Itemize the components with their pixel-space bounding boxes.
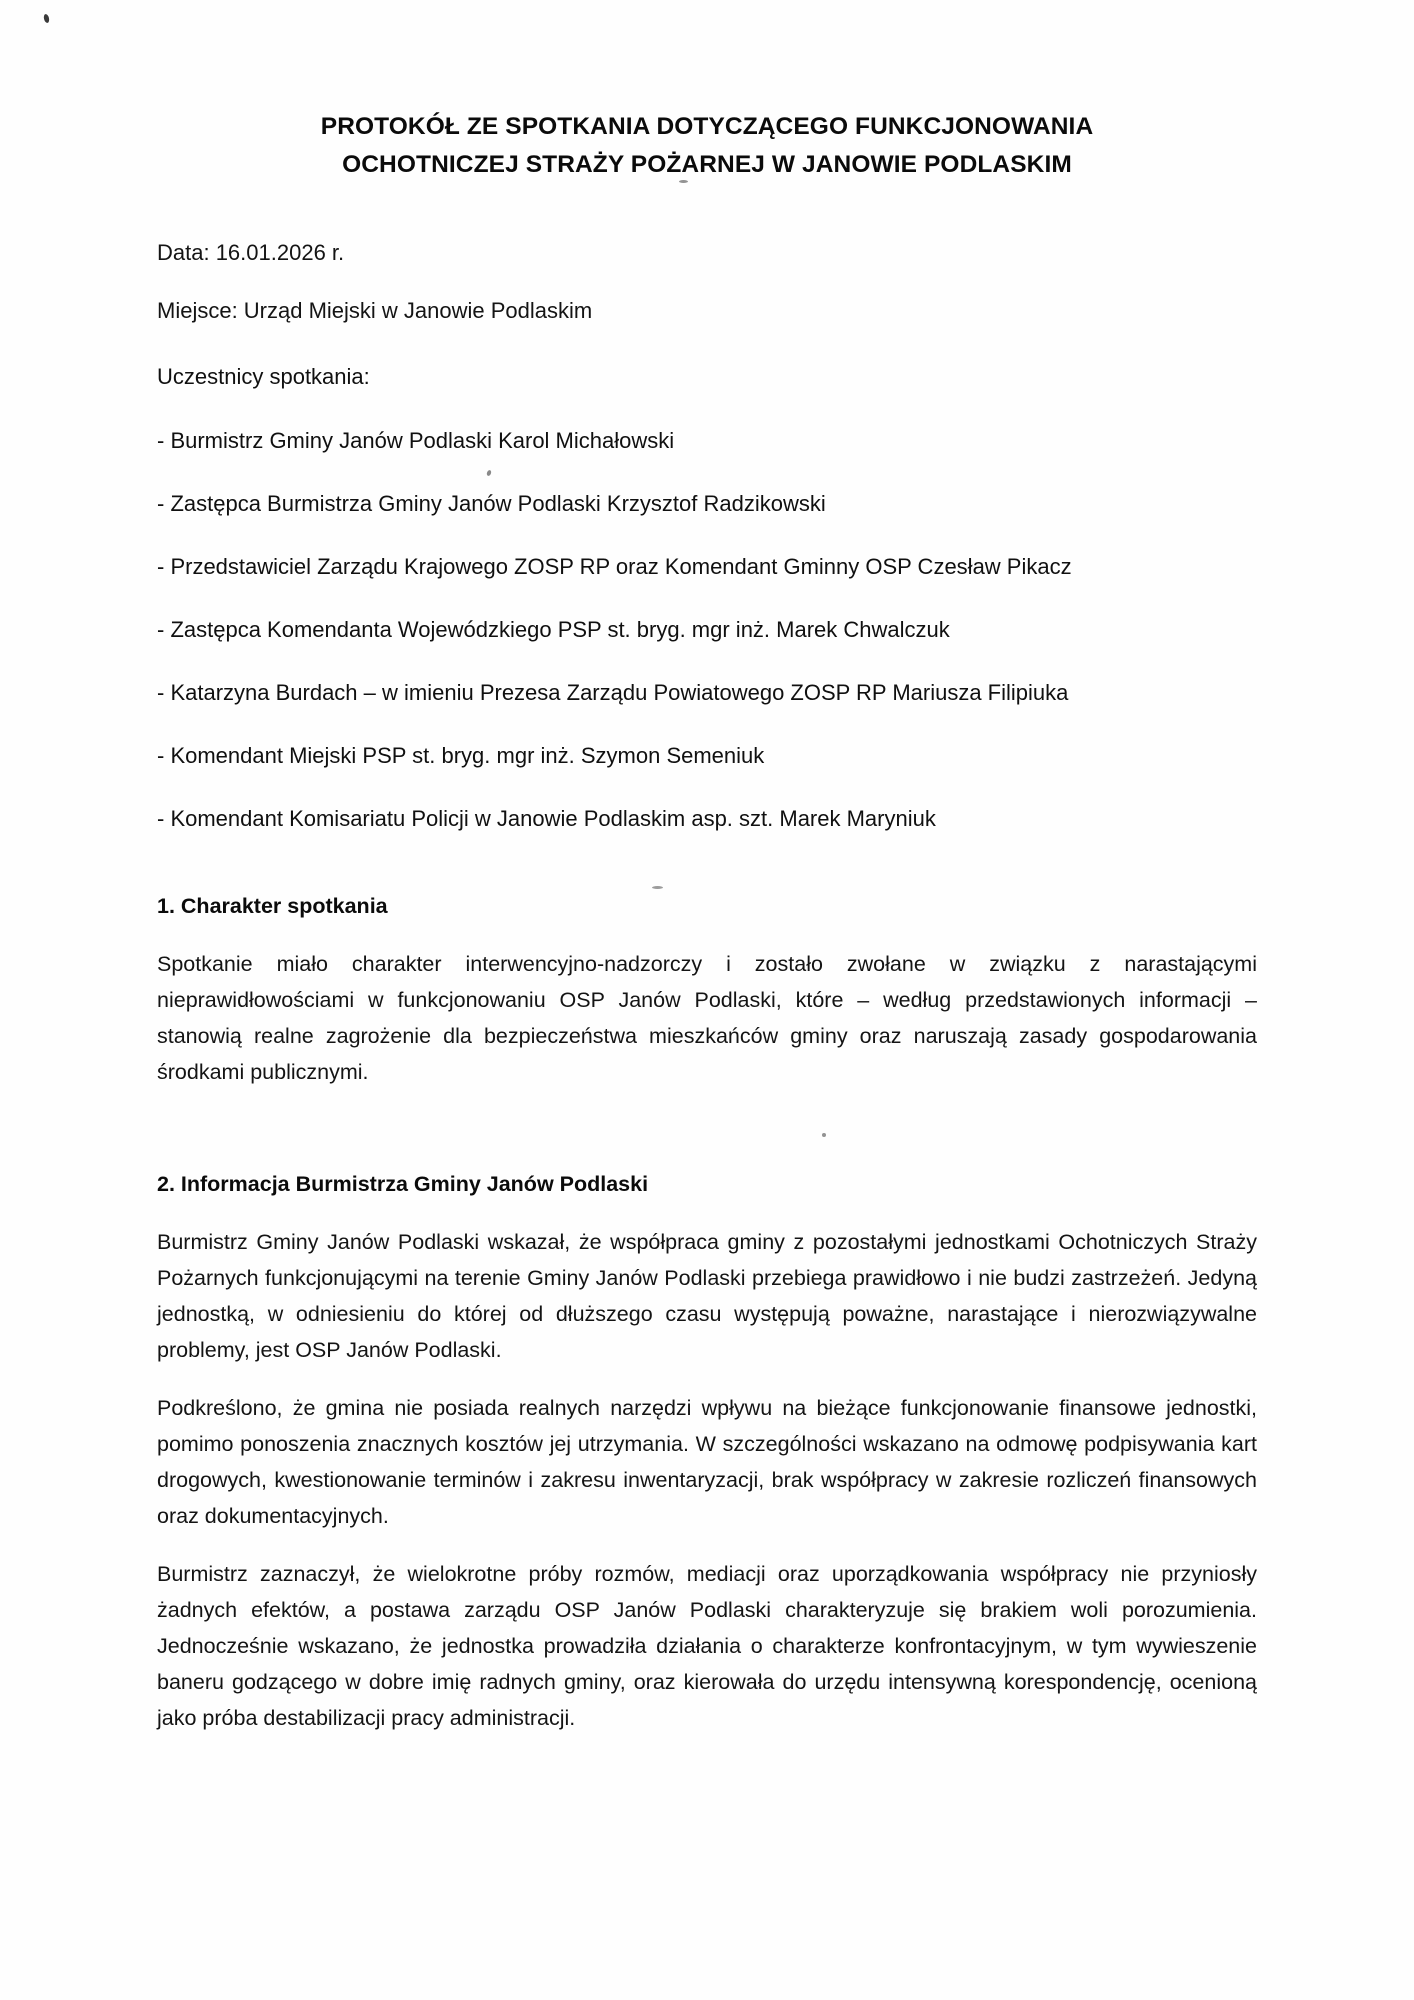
list-item: - Komendant Miejski PSP st. bryg. mgr inż. Szymon Semeniuk	[157, 743, 765, 768]
section-2-paragraph-3: Burmistrz zaznaczył, że wielokrotne próby rozmów, mediacji oraz uporządkowania współpracy nie przyniosły żadnych efektów, a postawa zarządu OSP Janów Podlaski charakteryzuje się brakiem woli porozumienia. Jednocześnie wskazano, że jednostka prowadziła działania o charakterze konfrontacyjnym, w tym wywieszenie baneru godzącego w dobre imię radnych gminy, oraz kierowała do urzędu intensywną korespondencję, ocenioną jako próba destabilizacji pracy administracji.	[157, 1562, 1257, 1730]
section-2-heading: 2. Informacja Burmistrza Gminy Janów Podlaski	[157, 1172, 649, 1196]
section-2-paragraph-2: Podkreślono, że gmina nie posiada realnych narzędzi wpływu na bieżące funkcjonowanie finansowe jednostki, pomimo ponoszenia znacznych kosztów jej utrzymania. W szczególności wskazano na odmowę podpisywania kart drogowych, kwestionowanie terminów i zakresu inwentaryzacji, brak współpracy w zakresie rozliczeń finansowych oraz dokumentacyjnych.	[157, 1396, 1257, 1528]
section-2	[157, 1170, 1257, 1736]
participants-section	[157, 362, 1257, 834]
page-title-line-1: PROTOKÓŁ ZE SPOTKANIA DOTYCZĄCEGO FUNKCJONOWANIA	[320, 113, 1094, 140]
list-item: - Zastępca Burmistrza Gminy Janów Podlaski Krzysztof Radzikowski	[157, 491, 826, 516]
list-item: - Zastępca Komendanta Wojewódzkiego PSP st. bryg. mgr inż. Marek Chwalczuk	[157, 617, 950, 642]
list-item: - Burmistrz Gminy Janów Podlaski Karol Michałowski	[157, 428, 675, 453]
meeting-meta	[157, 238, 1257, 326]
scan-artifact-speck	[43, 14, 50, 24]
list-item: - Katarzyna Burdach – w imieniu Prezesa Zarządu Powiatowego ZOSP RP Mariusza Filipiuka	[157, 680, 1069, 705]
meeting-date: Data: 16.01.2026 r.	[157, 240, 345, 265]
meeting-place: Miejsce: Urząd Miejski w Janowie Podlaskim	[157, 298, 593, 323]
participants-heading: Uczestnicy spotkania:	[157, 364, 370, 389]
section-1-heading: 1. Charakter spotkania	[157, 894, 388, 918]
page-title	[157, 0, 1257, 184]
section-2-paragraph-1: Burmistrz Gminy Janów Podlaski wskazał, że współpraca gminy z pozostałymi jednostkami Ochotniczych Straży Pożarnych funkcjonującymi na terenie Gminy Janów Podlaski przebiega prawidłowo i nie budzi zastrzeżeń. Jedyną jednostką, w odniesieniu do której od dłuższego czasu występują poważne, narastające i nierozwiązywalne problemy, jest OSP Janów Podlaski.	[157, 1230, 1257, 1362]
section-spacer	[157, 1090, 1257, 1124]
list-item: - Komendant Komisariatu Policji w Janowie Podlaskim asp. szt. Marek Maryniuk	[157, 806, 936, 831]
section-1-paragraph-1: Spotkanie miało charakter interwencyjno-nadzorczy i zostało zwołane w związku z narastającymi nieprawidłowościami w funkcjonowaniu OSP Janów Podlaski, które – według przedstawionych informacji – stanowią realne zagrożenie dla bezpieczeństwa mieszkańców gminy oraz naruszają zasady gospodarowania środkami publicznymi.	[157, 952, 1257, 1084]
document-content	[157, 0, 1257, 1736]
section-1	[157, 892, 1257, 1090]
page-title-line-2: OCHOTNICZEJ STRAŻY POŻARNEJ W JANOWIE PODLASKIM	[342, 151, 1072, 178]
list-item: - Przedstawiciel Zarządu Krajowego ZOSP RP oraz Komendant Gminny OSP Czesław Pikacz	[157, 554, 1072, 579]
